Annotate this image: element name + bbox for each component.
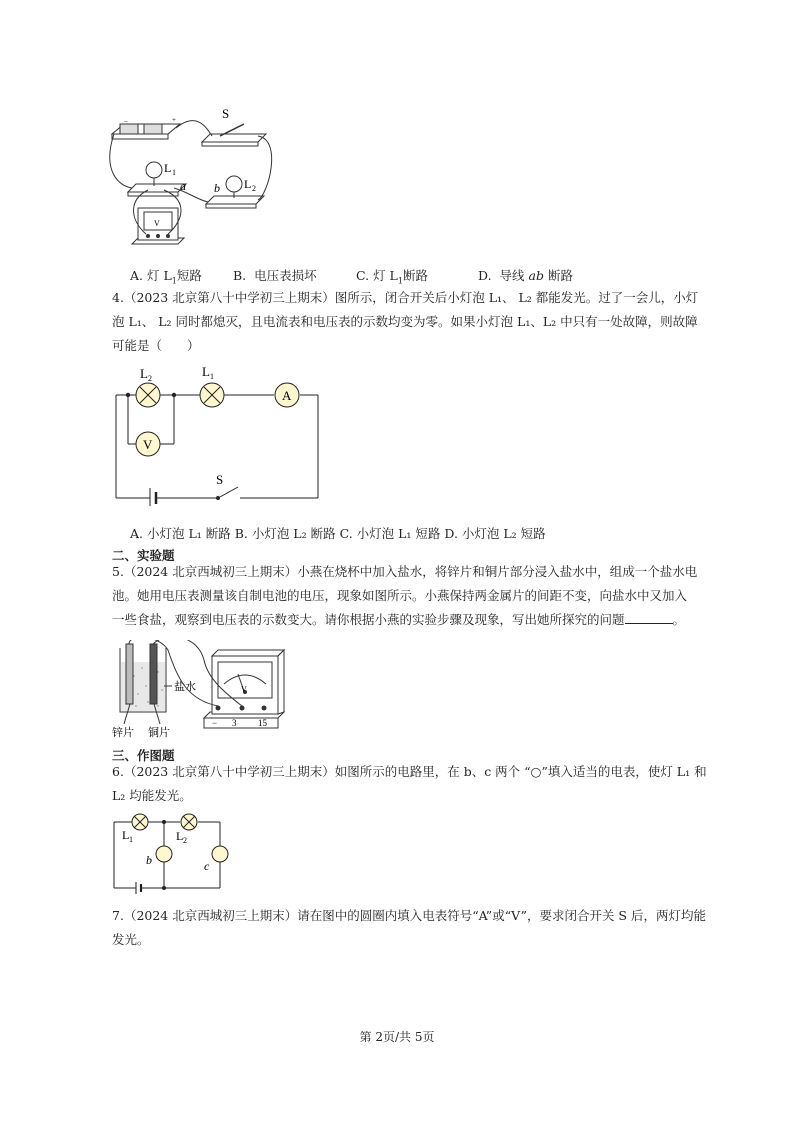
q3-voltmeter-label: V	[154, 219, 160, 228]
q3-option-a[interactable]: A. 灯 $L_1$短路	[130, 268, 202, 286]
q5-voltmeter-label: V	[241, 685, 247, 694]
svg-text:2: 2	[252, 184, 256, 193]
q5-battery-figure	[108, 640, 288, 740]
svg-text:−: −	[124, 118, 128, 126]
svg-text:−: −	[212, 718, 218, 728]
svg-text:1: 1	[172, 168, 176, 177]
q3-point-b: b	[214, 181, 220, 195]
svg-text:2: 2	[183, 836, 187, 845]
q4-question: 4.（2023 北京第八十中学初三上期末）图所示，闭合开关后小灯泡 L₁、 L₂ 都能发光。过了一会儿，小灯 泡 L₁、 L₂ 同时都熄灭，且电流表和电压表的示数均变为零。如果小灯泡 L₁、L₂ 中只有一处故障，则故障 可能是（ ）	[112, 290, 699, 353]
q6-question: 6.（2023 北京第八十中学初三上期末）如图所示的电路里，在 b、c 两个 “○”填入适当的电表，使灯 L₁ 和 L₂ 均能发光。	[112, 764, 707, 803]
q5-answer-blank[interactable]	[625, 611, 673, 624]
q5-zinc-label: 锌片	[112, 727, 134, 739]
svg-text:2: 2	[148, 374, 152, 383]
q3-lamp1-label: L	[164, 161, 172, 175]
svg-text:15: 15	[258, 718, 267, 728]
q3-point-a: a	[180, 179, 186, 193]
q4-options[interactable]: A. 小灯泡 L₁ 断路 B. 小灯泡 L₂ 断路 C. 小灯泡 L₁ 短路 D. 小灯泡 L₂ 短路	[130, 526, 546, 541]
q7-question: 7.（2024 北京西城初三上期末）请在图中的圆圈内填入电表符号“A”或“V”，要求闭合开关 S 后，两灯均能 发光。	[112, 908, 706, 947]
q5-salt-water-label: 盐水	[174, 681, 196, 693]
section-drawing-title: 三、作图题	[112, 748, 175, 763]
q4-lamp2-label: L	[140, 366, 148, 381]
q6-lamp1-label: L	[122, 828, 130, 842]
q5-copper-label: 铜片	[148, 727, 170, 739]
q6-lamp2-label: L	[176, 829, 184, 843]
svg-text:1: 1	[210, 372, 214, 381]
q4-voltmeter-label: V	[143, 437, 153, 452]
q5-question: 5.（2024 北京西城初三上期末）小燕在烧杯中加入盐水，将锌片和铜片部分浸入盐水中，组成一个盐水电 池。她用电压表测量该自制电池的电压，现象如图所示。小燕保持两金属片的间距不变，向盐水中又加入 一些食盐，观察到电压表的示数变大。请你根据小燕的实验步骤及现象，写出她所探究的问题 。	[112, 564, 698, 627]
q6-circuit-figure	[108, 810, 238, 896]
page-footer: 第 2页/共 5页	[359, 1030, 435, 1044]
q3-lamp2-label: L	[244, 177, 252, 191]
q6-meter-c-label: c	[204, 859, 210, 873]
q6-meter-b-label: b	[146, 853, 152, 867]
section-experiment-title: 二、实验题	[112, 548, 175, 563]
q3-switch-label: S	[222, 106, 230, 121]
q3-option-b[interactable]: B. 电压表损坏	[233, 268, 317, 283]
q3-circuit-figure	[108, 100, 288, 260]
svg-text:+: +	[172, 116, 176, 124]
q4-circuit-figure	[108, 360, 324, 506]
q4-switch-label: S	[216, 472, 224, 487]
q3-option-d[interactable]: D. 导线 ab 断路	[478, 268, 573, 283]
svg-text:1: 1	[129, 835, 133, 844]
q3-option-c[interactable]: C. 灯 $L_1$断路	[356, 268, 428, 286]
q4-ammeter-label: A	[282, 388, 292, 403]
svg-text:3: 3	[232, 718, 237, 728]
q4-lamp1-label: L	[202, 364, 210, 379]
